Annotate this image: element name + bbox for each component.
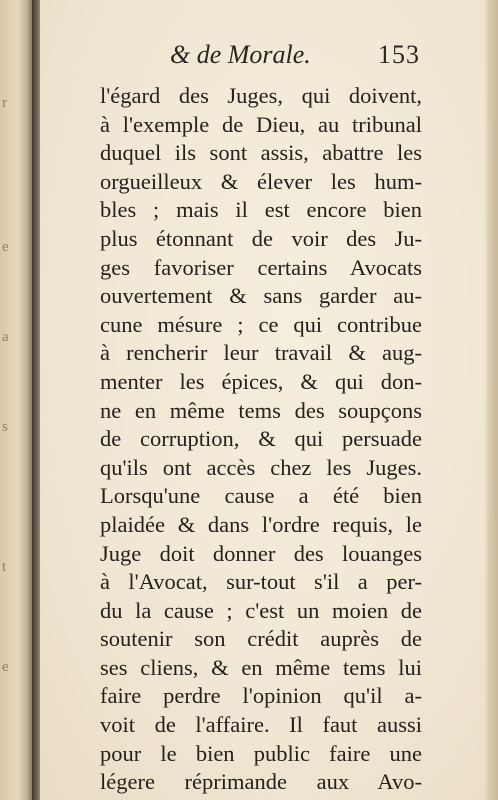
page-edge-shadow xyxy=(484,0,498,800)
running-head xyxy=(170,40,420,74)
facing-page-fragment: a xyxy=(2,329,9,345)
text-line: soutenir son crédit auprès de xyxy=(100,626,422,652)
text-line: cune mésure ; ce qui contribue xyxy=(100,311,422,337)
facing-page-fragment: t xyxy=(2,559,7,575)
text-line: faire perdre l'opinion qu'il a- xyxy=(100,683,422,709)
facing-page-fragment: e xyxy=(2,239,9,255)
text-line: ouvertement & sans garder au- xyxy=(100,283,422,309)
text-line: légere réprimande aux Avo- xyxy=(100,769,422,795)
book-page xyxy=(40,0,498,800)
text-line: voit de l'affaire. Il faut aussi xyxy=(100,712,422,738)
text-line: à rencherir leur travail & aug- xyxy=(100,340,422,366)
facing-page-fragment: s xyxy=(2,419,8,435)
facing-page-fragment: r xyxy=(2,95,7,111)
running-title: & de Morale. xyxy=(170,40,311,69)
text-line: de corruption, & qui persuade xyxy=(100,426,422,452)
text-line: l'égard des Juges, qui doivent, xyxy=(100,83,422,108)
text-line: ses cliens, & en même tems lui xyxy=(100,654,422,680)
facing-page-edge xyxy=(0,0,32,800)
text-line: à l'Avocat, sur-tout s'il a per- xyxy=(100,569,422,595)
text-line: ne en même tems des soupçons xyxy=(100,397,422,423)
text-line: Juge doit donner des louanges xyxy=(100,540,422,566)
text-line: qu'ils ont accès chez les Juges. xyxy=(100,454,422,480)
text-line: bles ; mais il est encore bien xyxy=(100,197,422,223)
text-line: Lorsqu'une cause a été bien xyxy=(100,483,422,509)
page-number: 153 xyxy=(378,40,420,69)
text-line: orgueilleux & élever les hum- xyxy=(100,168,422,194)
text-line: duquel ils sont assis, abattre les xyxy=(100,140,422,166)
text-line: ges favoriser certains Avocats xyxy=(100,254,422,280)
facing-page-fragment: e xyxy=(2,659,9,675)
text-line: du la cause ; c'est un moien de xyxy=(100,597,422,623)
text-line: plus étonnant de voir des Ju- xyxy=(100,225,422,251)
text-line: à l'exemple de Dieu, au tribunal xyxy=(100,111,422,137)
body-text xyxy=(100,82,422,797)
text-line: pour le bien public faire une xyxy=(100,740,422,766)
text-line: plaidée & dans l'ordre requis, le xyxy=(100,511,422,537)
text-line: menter les épices, & qui don- xyxy=(100,368,422,394)
